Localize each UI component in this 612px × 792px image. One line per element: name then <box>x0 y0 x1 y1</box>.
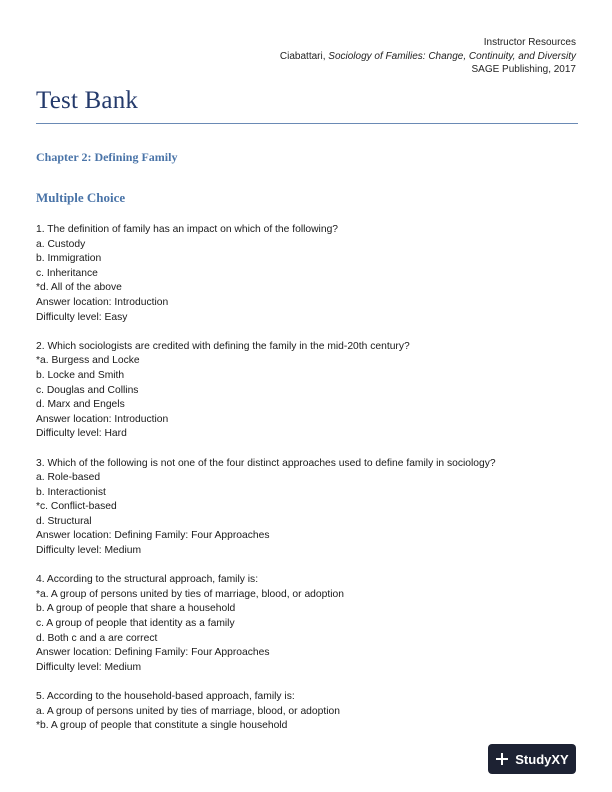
section-heading: Multiple Choice <box>36 190 126 205</box>
document-header <box>280 36 576 77</box>
answer-option: a. A group of persons united by ties of marriage, blood, or adoption <box>36 705 340 717</box>
badge-label: Study <box>515 751 552 767</box>
question-line: 5. According to the household-based approach, family is: <box>36 691 295 702</box>
header-author: Ciabattari, <box>279 50 329 62</box>
answer-option: c. Douglas and Collins <box>36 384 139 396</box>
question-line: 1. The definition of family has an impact on which of the following? <box>36 224 339 235</box>
answer-option: *c. Conflict-based <box>36 501 117 513</box>
answer-option: a. Custody <box>36 238 86 250</box>
answer-option: b. Locke and Smith <box>36 369 125 381</box>
answer-option: c. Inheritance <box>36 267 98 279</box>
plus-icon <box>495 752 509 766</box>
chapter-heading: Chapter 2: Defining Family <box>36 150 178 164</box>
answer-option: b. Interactionist <box>36 486 106 498</box>
answer-location: Answer location: Defining Family: Four Approaches <box>36 647 270 659</box>
question-3 <box>36 457 576 559</box>
answer-option: c. A group of people that identity as a family <box>36 618 235 630</box>
answer-option: a. Role-based <box>36 472 101 484</box>
difficulty-level: Difficulty level: Medium <box>36 545 142 557</box>
badge-accent: XY <box>551 751 569 767</box>
answer-location: Answer location: Introduction <box>36 296 169 308</box>
question-line: 3. Which of the following is not one of the four distinct approaches used to define family in sociology? <box>36 457 496 469</box>
answer-option: d. Structural <box>36 515 92 527</box>
answer-option: *d. All of the above <box>36 282 122 294</box>
difficulty-level: Difficulty level: Easy <box>36 311 128 323</box>
answer-option: *a. Burgess and Locke <box>36 355 140 367</box>
answer-option: b. Immigration <box>36 253 102 265</box>
header-publisher-line: SAGE Publishing, 2017 <box>471 64 576 75</box>
answer-option: d. Marx and Engels <box>36 399 125 411</box>
question-list <box>36 223 576 748</box>
answer-location: Answer location: Defining Family: Four Approaches <box>36 530 270 542</box>
header-book-line <box>280 50 576 64</box>
question-5 <box>36 690 576 734</box>
answer-option: d. Both c and a are correct <box>36 632 158 644</box>
question-1 <box>36 223 576 325</box>
title-divider <box>36 123 578 124</box>
header-book-title: Sociology of Families: Change, Continuity, and Diversity <box>328 50 576 62</box>
header-resource-line: Instructor Resources <box>483 37 576 48</box>
answer-option: *a. A group of persons united by ties of marriage, blood, or adoption <box>36 588 344 600</box>
difficulty-level: Difficulty level: Medium <box>36 661 142 673</box>
question-4 <box>36 573 576 675</box>
answer-option: b. A group of people that share a household <box>36 603 236 615</box>
studyxy-badge[interactable] <box>488 744 576 774</box>
question-line: 4. According to the structural approach, family is: <box>36 574 259 586</box>
question-2 <box>36 340 576 442</box>
answer-option: *b. A group of people that constitute a single household <box>36 720 288 732</box>
question-line: 2. Which sociologists are credited with defining the family in the mid-20th century? <box>36 340 410 352</box>
answer-location: Answer location: Introduction <box>36 413 169 425</box>
difficulty-level: Difficulty level: Hard <box>36 428 127 440</box>
page-title: Test Bank <box>36 87 139 114</box>
